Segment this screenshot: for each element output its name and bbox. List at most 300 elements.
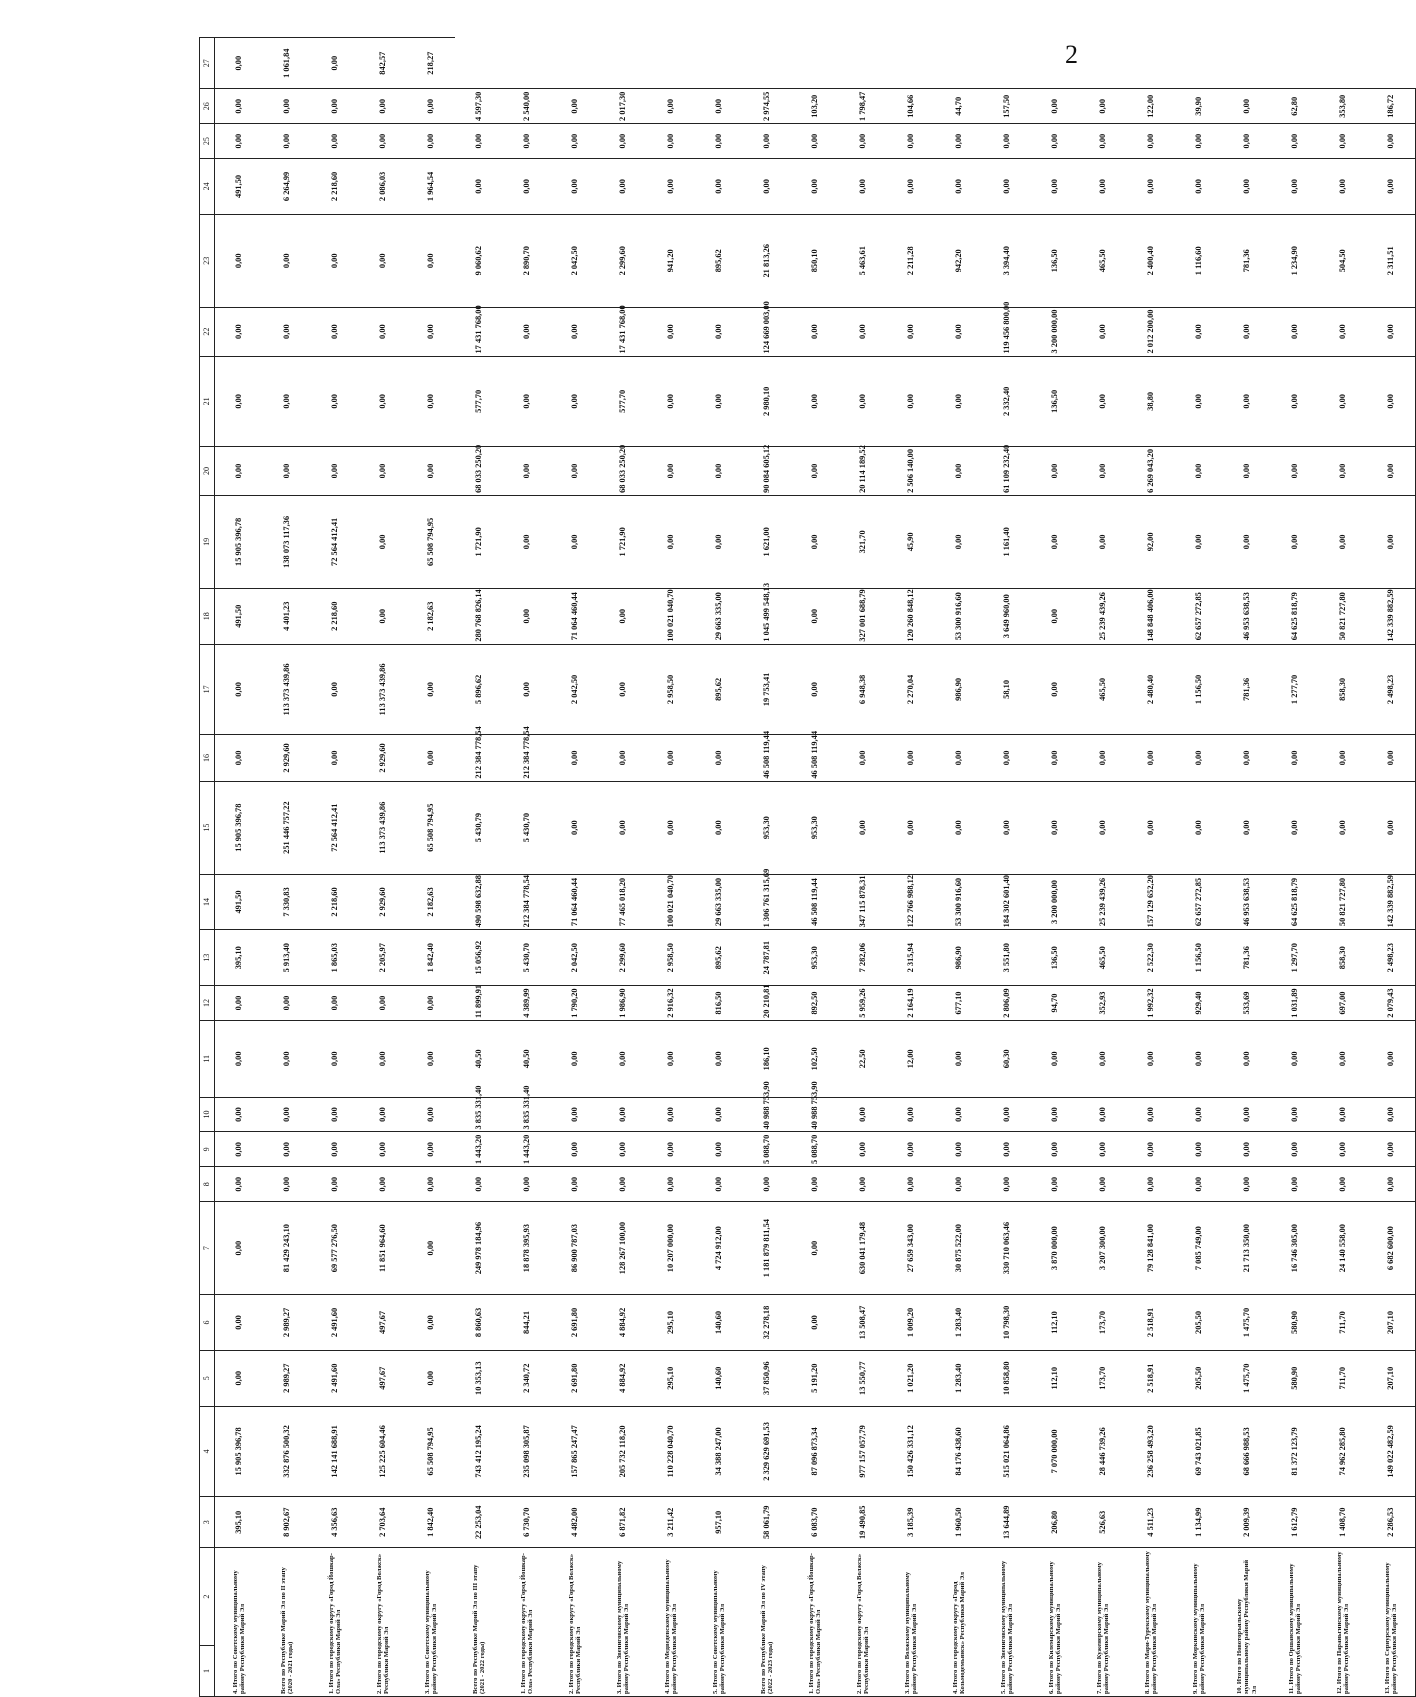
cell-value: 0,00 [1367,1132,1416,1167]
cell-value: 140,60 [695,1295,743,1351]
cell-value: 1 021,20 [887,1350,935,1406]
cell-value: 186,10 [743,1020,791,1097]
cell-value: 1 865,03 [311,930,359,986]
cell-value: 3 200 000,00 [1031,874,1079,930]
row-label: 13. Итого по Сернурскому муниципальному району Республики Марий Эл [1367,1548,1416,1697]
cell-value: 9 060,62 [455,214,503,307]
cell-value: 781,36 [1223,930,1271,986]
cell-value: 1 612,79 [1271,1497,1319,1548]
cell-value: 0,00 [647,1020,695,1097]
table-row [551,38,599,1697]
cell-value: 142 141 688,91 [311,1406,359,1497]
cell-value: 7 085 749,00 [1175,1202,1223,1295]
cell-value: 0,00 [1271,307,1319,356]
row-label: 6. Итого по Килемарскому муниципальному району Республики Марий Эл [1031,1548,1079,1697]
cell-value: 0,00 [887,124,935,159]
cell-value: 0,00 [695,159,743,215]
cell-value: 0,00 [1127,1020,1175,1097]
cell-value: 858,30 [1319,930,1367,986]
cell-value: 0,00 [695,307,743,356]
column-number: 7 [200,1202,215,1295]
cell-value: 0,00 [647,1132,695,1167]
cell-value: 3 649 960,00 [983,588,1031,644]
table-row [887,38,935,1697]
cell-value: 1 842,40 [407,1497,455,1548]
cell-value: 11 851 964,60 [359,1202,407,1295]
cell-value: 113 373 439,86 [359,644,407,735]
cell-value: 1 443,20 [503,1132,551,1167]
cell-value: 0,00 [791,307,839,356]
cell-value: 15 905 396,78 [215,495,264,588]
cell-value: 0,00 [839,1097,887,1132]
cell-value: 50 821 727,80 [1319,588,1367,644]
cell-value: 0,00 [935,307,983,356]
table-row [983,38,1031,1697]
cell-value: 20 210,81 [743,986,791,1021]
cell-value: 1 475,70 [1223,1350,1271,1406]
cell-value: 1 297,70 [1271,930,1319,986]
cell-value: 0,00 [695,1020,743,1097]
cell-value: 184 302 601,40 [983,874,1031,930]
cell-value: 577,70 [455,356,503,447]
cell-value: 577,70 [599,356,647,447]
cell-value: 207,10 [1367,1350,1416,1406]
cell-value: 173,70 [1079,1295,1127,1351]
cell-value: 2 299,60 [599,214,647,307]
cell-value: 0,00 [311,356,359,447]
cell-value: 0,00 [551,1097,599,1132]
cell-value: 0,00 [359,495,407,588]
row-label: 1. Итого по городскому округу «Город Йошкар-Ола» Республики Марий Эл [311,1548,359,1697]
cell-value: 1 798,47 [839,89,887,124]
row-label: 1. Итого по городскому округу «Город Йошкар-Ола» Республики Марий Эл [791,1548,839,1697]
cell-value: 0,00 [1175,356,1223,447]
cell-value: 1 116,60 [1175,214,1223,307]
cell-value: 504,50 [1319,214,1367,307]
cell-value: 781,36 [1223,644,1271,735]
table-row [1367,38,1416,1697]
cell-value: 0,00 [551,307,599,356]
cell-value: 68 033 250,20 [599,447,647,496]
table-row [647,38,695,1697]
column-number: 22 [200,307,215,356]
cell-value: 332 876 500,32 [263,1406,311,1497]
cell-value: 8 902,67 [263,1497,311,1548]
cell-value: 62 657 272,85 [1175,588,1223,644]
cell-value: 0,00 [983,781,1031,874]
cell-value: 7 070 000,00 [1031,1406,1079,1497]
cell-value: 465,50 [1079,644,1127,735]
cell-value: 0,00 [695,89,743,124]
cell-value: 28 446 739,26 [1079,1406,1127,1497]
cell-value: 2 400,40 [1127,214,1175,307]
column-number: 9 [200,1132,215,1167]
cell-value: 1 161,40 [983,495,1031,588]
cell-value: 1 156,50 [1175,930,1223,986]
cell-value: 72 564 412,41 [311,781,359,874]
cell-value: 0,00 [215,1167,264,1202]
cell-value: 0,00 [839,356,887,447]
row-label: Всего по Республике Марий Эл по IV этапу (2022 - 2023 годы) [743,1548,791,1697]
cell-value: 68 033 250,20 [455,447,503,496]
cell-value: 4 389,99 [503,986,551,1021]
cell-value: 142 339 882,59 [1367,874,1416,930]
cell-value: 5 959,26 [839,986,887,1021]
cell-value: 0,00 [743,159,791,215]
rotated-table-wrapper [199,37,1398,1697]
cell-value: 0,00 [1271,781,1319,874]
cell-value: 0,00 [1175,781,1223,874]
cell-value: 0,00 [887,735,935,781]
cell-value: 3 394,40 [983,214,1031,307]
cell-value: 0,00 [647,356,695,447]
cell-value: 0,00 [215,1020,264,1097]
column-number: 12 [200,986,215,1021]
cell-value: 138 073 117,36 [263,495,311,588]
cell-value: 0,00 [1319,447,1367,496]
cell-value: 0,00 [887,307,935,356]
cell-value: 0,00 [311,1132,359,1167]
cell-value: 490 598 632,88 [455,874,503,930]
cell-value: 0,00 [599,781,647,874]
cell-value: 122,00 [1127,89,1175,124]
cell-value: 0,00 [551,1132,599,1167]
row-label: 2. Итого по городскому округу «Город Волжск» Республики Марий Эл [839,1548,887,1697]
cell-value: 0,00 [1223,307,1271,356]
cell-value: 0,00 [839,1132,887,1167]
cell-value: 0,00 [311,214,359,307]
row-label: 7. Итого по Куженерскому муниципальному району Республики Марий Эл [1079,1548,1127,1697]
cell-value: 0,00 [791,495,839,588]
cell-value: 0,00 [1367,124,1416,159]
cell-value: 957,10 [695,1497,743,1548]
cell-value: 0,00 [503,447,551,496]
row-label: 3. Итого по Советскому муниципальному району Республики Марий Эл [407,1548,455,1697]
row-label: 9. Итого по Моркинскому муниципальному району Республики Марий Эл [1175,1548,1223,1697]
cell-value: 816,50 [695,986,743,1021]
cell-value: 19 490,85 [839,1497,887,1548]
cell-value: 39,90 [1175,89,1223,124]
cell-value: 0,00 [503,124,551,159]
column-number: 18 [200,588,215,644]
cell-value: 1 443,20 [455,1132,503,1167]
cell-value: 46 953 638,53 [1223,588,1271,644]
cell-value: 0,00 [1127,735,1175,781]
table-row [263,38,311,1697]
cell-value: 2 182,63 [407,874,455,930]
cell-value: 0,00 [1271,1097,1319,1132]
cell-value: 0,00 [1319,1132,1367,1167]
cell-value: 0,00 [1031,1132,1079,1167]
cell-value: 0,00 [695,735,743,781]
cell-value: 0,00 [1031,1167,1079,1202]
cell-value: 0,00 [983,1167,1031,1202]
cell-value: 0,00 [887,356,935,447]
column-number: 8 [200,1167,215,1202]
cell-value: 0,00 [1031,1097,1079,1132]
row-label: 4. Итого по Медведевскому муниципальному району Республики Марий Эл [647,1548,695,1697]
column-number: 27 [200,38,215,89]
cell-value: 0,00 [647,781,695,874]
cell-value: 1 992,32 [1127,986,1175,1021]
cell-value: 0,00 [263,124,311,159]
cell-value: 140,60 [695,1350,743,1406]
cell-value: 0,00 [359,447,407,496]
cell-value: 0,00 [359,89,407,124]
cell-value: 24 787,81 [743,930,791,986]
cell-value: 515 021 064,86 [983,1406,1031,1497]
row-label: 5. Итого по Советскому муниципальному району Республики Марий Эл [695,1548,743,1697]
cell-value: 0,00 [935,1020,983,1097]
cell-value: 207,10 [1367,1295,1416,1351]
cell-value: 1 964,54 [407,159,455,215]
cell-value: 0,00 [1319,1167,1367,1202]
cell-value: 497,67 [359,1350,407,1406]
cell-value: 0,00 [935,1132,983,1167]
cell-value: 0,00 [359,124,407,159]
cell-value: 0,00 [887,781,935,874]
cell-value: 330 710 063,46 [983,1202,1031,1295]
cell-value: 6 269 043,20 [1127,447,1175,496]
cell-value: 0,00 [1367,159,1416,215]
cell-value: 2 518,91 [1127,1295,1175,1351]
cell-value: 0,00 [1271,159,1319,215]
cell-value: 0,00 [407,986,455,1021]
cell-value: 0,00 [1079,781,1127,874]
cell-value: 0,00 [983,735,1031,781]
cell-value: 0,00 [407,124,455,159]
cell-value: 6 948,38 [839,644,887,735]
cell-value: 0,00 [1079,1167,1127,1202]
cell-value: 0,00 [647,89,695,124]
cell-value: 0,00 [407,1167,455,1202]
cell-value: 0,00 [695,781,743,874]
table-row [1271,38,1319,1697]
column-number: 13 [200,930,215,986]
cell-value: 711,70 [1319,1295,1367,1351]
cell-value: 2 286,53 [1367,1497,1416,1548]
cell-value: 251 446 757,22 [263,781,311,874]
cell-value: 0,00 [1367,495,1416,588]
cell-value: 40,50 [455,1020,503,1097]
cell-value: 711,70 [1319,1350,1367,1406]
cell-value: 0,00 [599,1020,647,1097]
cell-value: 62,80 [1271,89,1319,124]
cell-value: 113 373 439,86 [359,781,407,874]
cell-value: 395,10 [215,930,264,986]
cell-value: 2 958,50 [647,930,695,986]
cell-value: 0,00 [647,495,695,588]
cell-value: 157,50 [983,89,1031,124]
cell-value: 205,50 [1175,1295,1223,1351]
cell-value: 122 766 988,12 [887,874,935,930]
cell-value: 0,00 [695,1167,743,1202]
cell-value: 77 465 018,20 [599,874,647,930]
cell-value: 1 790,20 [551,986,599,1021]
column-number: 4 [200,1406,215,1497]
cell-value: 0,00 [1031,447,1079,496]
cell-value: 212 384 778,54 [503,735,551,781]
cell-value: 58 061,79 [743,1497,791,1548]
cell-value: 0,00 [551,1020,599,1097]
cell-value: 491,50 [215,159,264,215]
cell-value: 0,00 [887,1097,935,1132]
cell-value: 0,00 [935,1097,983,1132]
table-row [1223,38,1271,1697]
cell-value: 3 211,42 [647,1497,695,1548]
cell-value: 0,00 [311,1097,359,1132]
cell-value: 2 916,32 [647,986,695,1021]
table-row [1079,38,1127,1697]
cell-value: 15 905 396,78 [215,781,264,874]
cell-value: 68 666 988,53 [1223,1406,1271,1497]
column-number: 25 [200,124,215,159]
cell-value: 6 083,70 [791,1497,839,1548]
cell-value: 395,10 [215,1497,264,1548]
cell-value: 0,00 [1319,781,1367,874]
cell-value: 0,00 [1271,356,1319,447]
cell-value: 0,00 [1175,159,1223,215]
cell-value: 0,00 [407,307,455,356]
page-number: 2 [1065,40,1078,69]
cell-value: 157 865 247,47 [551,1406,599,1497]
cell-value: 0,00 [215,447,264,496]
cell-value: 62 657 272,85 [1175,874,1223,930]
cell-value: 0,00 [1271,1020,1319,1097]
cell-value: 21 813,26 [743,214,791,307]
cell-value: 205 732 118,20 [599,1406,647,1497]
cell-value: 0,00 [263,986,311,1021]
cell-value: 0,00 [743,124,791,159]
cell-value: 280 768 826,14 [455,588,503,644]
cell-value: 2 498,23 [1367,644,1416,735]
cell-value: 0,00 [1031,644,1079,735]
cell-value: 0,00 [1031,495,1079,588]
table-row [407,38,455,1697]
cell-value: 40,50 [503,1020,551,1097]
cell-value: 2 498,23 [1367,930,1416,986]
cell-value: 2 182,63 [407,588,455,644]
cell-value: 0,00 [695,124,743,159]
cell-value: 0,00 [935,1167,983,1202]
cell-value: 0,00 [1031,588,1079,644]
cell-value: 0,00 [1175,1132,1223,1167]
cell-value: 65 508 794,95 [407,1406,455,1497]
cell-value: 526,63 [1079,1497,1127,1548]
cell-value: 5 088,70 [791,1132,839,1167]
cell-value: 100 021 040,70 [647,588,695,644]
cell-value: 0,00 [1079,735,1127,781]
row-label: 5. Итого по Звениговскому муниципальному району Республики Марий Эл [983,1548,1031,1697]
cell-value: 2 929,60 [359,874,407,930]
cell-value: 353,80 [1319,89,1367,124]
cell-value: 0,00 [551,159,599,215]
cell-value: 0,00 [839,781,887,874]
cell-value: 30 875 522,00 [935,1202,983,1295]
cell-value: 46 508 119,44 [791,735,839,781]
cell-value: 0,00 [359,1132,407,1167]
cell-value: 0,00 [503,495,551,588]
cell-value: 0,00 [791,447,839,496]
cell-value: 321,70 [839,495,887,588]
cell-value: 2 929,60 [359,735,407,781]
cell-value: 0,00 [1319,307,1367,356]
cell-value: 0,00 [503,307,551,356]
cell-value: 13 508,47 [839,1295,887,1351]
cell-value: 1 842,40 [407,930,455,986]
cell-value: 0,00 [1079,89,1127,124]
cell-value: 8 860,63 [455,1295,503,1351]
cell-value: 0,00 [935,124,983,159]
cell-value: 0,00 [407,735,455,781]
cell-value: 0,00 [647,1097,695,1132]
cell-value: 2 311,51 [1367,214,1416,307]
cell-value: 3 185,39 [887,1497,935,1548]
cell-value: 0,00 [551,735,599,781]
cell-value: 1 721,90 [599,495,647,588]
cell-value: 0,00 [839,1167,887,1202]
cell-value: 0,00 [983,159,1031,215]
cell-value: 781,36 [1223,214,1271,307]
cell-value: 6 871,82 [599,1497,647,1548]
cell-value: 1 408,70 [1319,1497,1367,1548]
row-label: 1. Итого по городскому округу «Город Йошкар-Ола» Республики Марий Эл [503,1548,551,1697]
cell-value: 249 978 184,96 [455,1202,503,1295]
cell-value: 87 096 873,34 [791,1406,839,1497]
cell-value: 0,00 [1223,1132,1271,1167]
cell-value: 0,00 [1223,1167,1271,1202]
cell-value: 941,20 [647,214,695,307]
column-number: 5 [200,1350,215,1406]
cell-value: 4 401,23 [263,588,311,644]
cell-value: 10 798,30 [983,1295,1031,1351]
cell-value: 40 988 753,90 [791,1097,839,1132]
table-row [1175,38,1223,1697]
cell-value: 218,27 [407,38,455,89]
cell-value: 1 986,90 [599,986,647,1021]
cell-value: 0,00 [551,495,599,588]
cell-value: 0,00 [1031,735,1079,781]
cell-value: 112,10 [1031,1350,1079,1406]
cell-value: 858,30 [1319,644,1367,735]
cell-value: 0,00 [791,1167,839,1202]
cell-value: 3 207 300,00 [1079,1202,1127,1295]
cell-value: 94,70 [1031,986,1079,1021]
cell-value: 0,00 [695,356,743,447]
cell-value: 46 508 119,44 [791,874,839,930]
cell-value: 0,00 [359,588,407,644]
cell-value: 142 339 882,59 [1367,588,1416,644]
cell-value: 1 045 499 548,13 [743,588,791,644]
cell-value: 4 724 912,00 [695,1202,743,1295]
cell-value: 0,00 [599,1132,647,1167]
cell-value: 0,00 [215,1350,264,1406]
cell-value: 0,00 [1271,1167,1319,1202]
cell-value: 2 691,80 [551,1295,599,1351]
cell-value: 2 506 140,00 [887,447,935,496]
cell-value: 1 134,99 [1175,1497,1223,1548]
cell-value: 0,00 [791,1295,839,1351]
cell-value: 125 225 604,46 [359,1406,407,1497]
cell-value: 0,00 [791,356,839,447]
cell-value: 0,00 [215,124,264,159]
cell-value: 0,00 [695,447,743,496]
cell-value: 352,93 [1079,986,1127,1021]
cell-value: 0,00 [1223,1020,1271,1097]
row-label: 8. Итого по Мари-Турекскому муниципальному району Республики Марий Эл [1127,1548,1175,1697]
cell-value: 2 340,72 [503,1350,551,1406]
cell-value: 0,00 [311,1020,359,1097]
